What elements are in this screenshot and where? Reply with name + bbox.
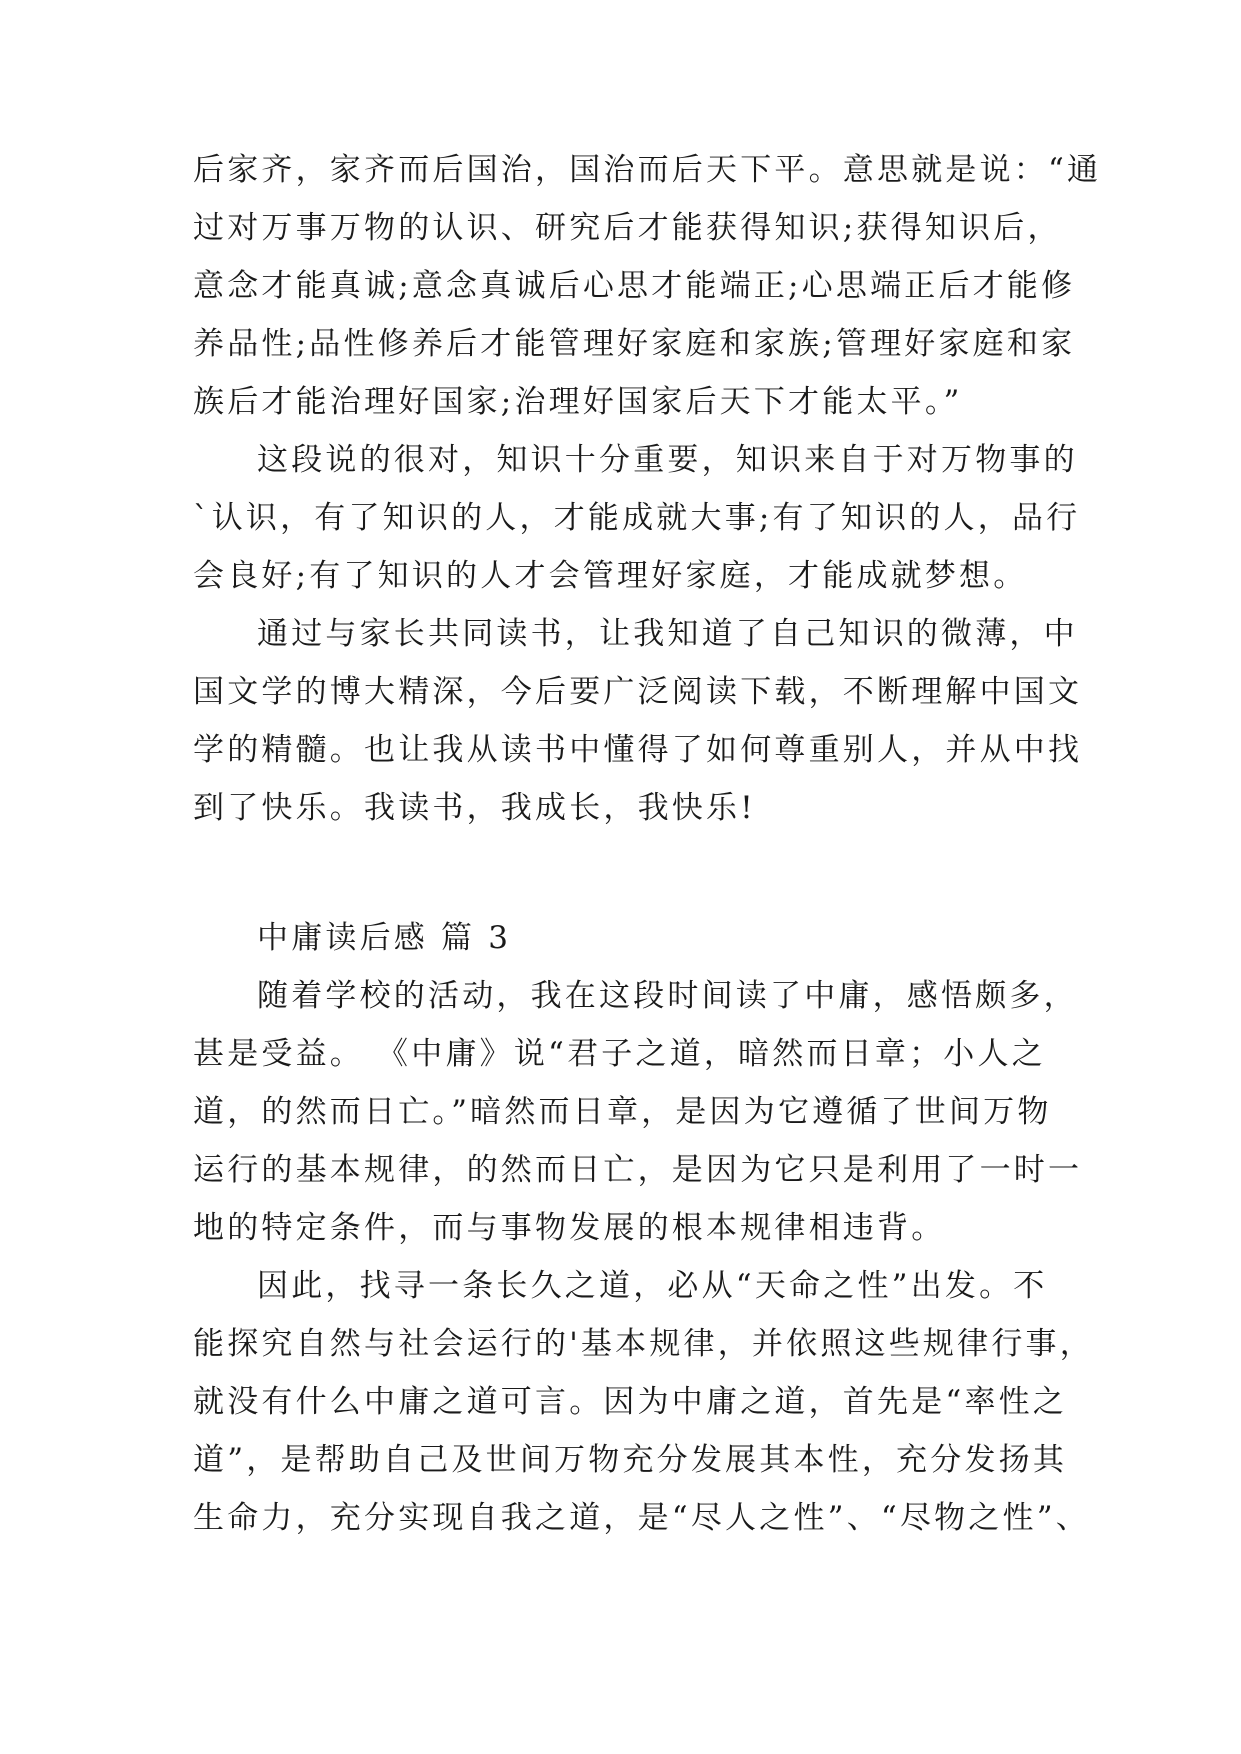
text-line: 过对万事万物的认识、研究后才能获得知识;获得知识后， [193, 210, 1062, 246]
text-line: 意念才能真诚;意念真诚后心思才能端正;心思端正后才能修 [193, 268, 1076, 304]
text-line: 生命力，充分实现自我之道，是“尽人之性”、“尽物之性”、 [193, 1500, 1090, 1536]
text-line: 地的特定条件，而与事物发展的根本规律相违背。 [193, 1210, 946, 1246]
text-line: 道，的然而日亡。”暗然而日章，是因为它遵循了世间万物 [193, 1094, 1052, 1130]
paragraph-start-line: 因此，找寻一条长久之道，必从“天命之性”出发。不 [257, 1268, 1048, 1304]
text-line: 甚是受益。 《中庸》说“君子之道，暗然而日章；小人之 [193, 1036, 1046, 1072]
text-line: `认识，有了知识的人，才能成就大事;有了知识的人，品行 [193, 500, 1081, 536]
paragraph-start-line: 随着学校的活动，我在这段时间读了中庸，感悟颇多， [257, 978, 1078, 1014]
text-line: 学的精髓。也让我从读书中懂得了如何尊重别人，并从中找 [193, 732, 1083, 768]
text-line: 后家齐，家齐而后国治，国治而后天下平。意思就是说：“通 [193, 152, 1102, 188]
section-heading: 中庸读后感 篇 3 [257, 920, 512, 956]
text-line: 会良好;有了知识的人才会管理好家庭，才能成就梦想。 [193, 558, 1028, 594]
text-line: 道”，是帮助自己及世间万物充分发展其本性，充分发扬其 [193, 1442, 1068, 1478]
text-line: 到了快乐。我读书，我成长，我快乐! [193, 790, 756, 826]
text-line: 就没有什么中庸之道可言。因为中庸之道，首先是“率性之 [193, 1384, 1068, 1420]
text-line: 族后才能治理好国家;治理好国家后天下才能太平。” [193, 384, 963, 420]
paragraph-start-line: 这段说的很对，知识十分重要，知识来自于对万物事的 [257, 442, 1078, 478]
text-line: 运行的基本规律，的然而日亡，是因为它只是利用了一时一 [193, 1152, 1083, 1188]
paragraph-start-line: 通过与家长共同读书，让我知道了自己知识的微薄，中 [257, 616, 1078, 652]
text-line: 养品性;品性修养后才能管理好家庭和家族;管理好家庭和家 [193, 326, 1076, 362]
text-line: 国文学的博大精深，今后要广泛阅读下载，不断理解中国文 [193, 674, 1083, 710]
text-line: 能探究自然与社会运行的'基本规律，并依照这些规律行事， [193, 1326, 1094, 1362]
